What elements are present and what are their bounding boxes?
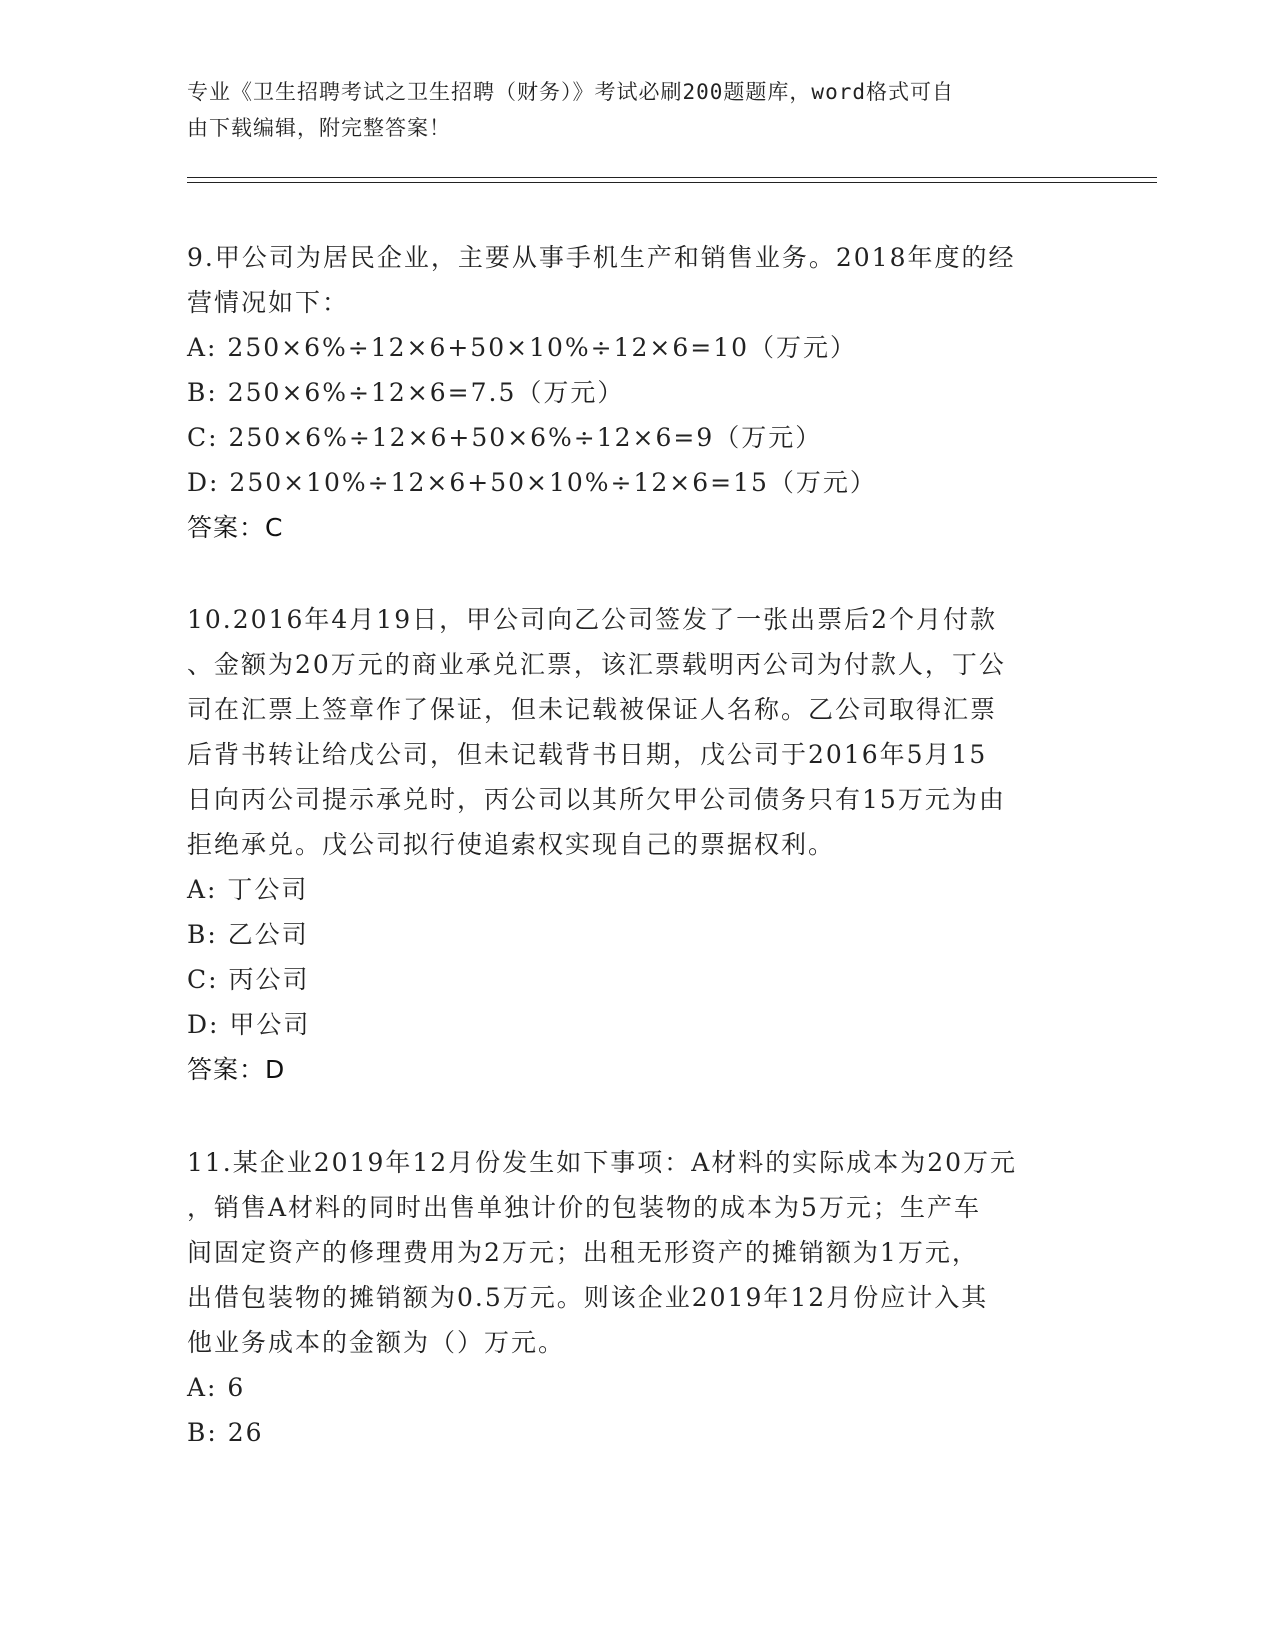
answer-text: 答案：C xyxy=(187,513,284,542)
question-stem-line: 10.2016年4月19日，甲公司向乙公司签发了一张出票后2个月付款 xyxy=(187,605,998,634)
question-stem-line: 后背书转让给戊公司，但未记载背书日期，戊公司于2016年5月15 xyxy=(187,740,988,769)
question-stem-line: 9.甲公司为居民企业，主要从事手机生产和销售业务。2018年度的经 xyxy=(187,243,1016,272)
question-stem-line: 11.某企业2019年12月份发生如下事项：A材料的实际成本为20万元 xyxy=(187,1148,1018,1177)
question-10 xyxy=(187,597,1087,1092)
option-a: A: 丁公司 xyxy=(187,875,309,904)
question-stem-line: 拒绝承兑。戊公司拟行使追索权实现自己的票据权利。 xyxy=(187,830,836,859)
header-divider-bottom xyxy=(187,182,1157,183)
document-header xyxy=(187,74,1067,146)
question-11 xyxy=(187,1140,1087,1455)
option-b: B: 250×6%÷12×6=7.5（万元） xyxy=(187,378,625,407)
option-c: C: 250×6%÷12×6+50×6%÷12×6=9（万元） xyxy=(187,423,823,452)
question-stem-line: 营情况如下： xyxy=(187,288,350,317)
header-divider-top xyxy=(187,177,1157,178)
header-line-1: 专业《卫生招聘考试之卫生招聘（财务）》考试必刷200题题库，word格式可自 xyxy=(187,80,954,104)
question-stem-line: 出借包装物的摊销额为0.5万元。则该企业2019年12月份应计入其 xyxy=(187,1283,989,1312)
question-stem-line: 司在汇票上签章作了保证，但未记载被保证人名称。乙公司取得汇票 xyxy=(187,695,998,724)
answer-text: 答案：D xyxy=(187,1055,286,1084)
option-d: D: 250×10%÷12×6+50×10%÷12×6=15（万元） xyxy=(187,468,877,497)
question-stem-line: 间固定资产的修理费用为2万元；出租无形资产的摊销额为1万元， xyxy=(187,1238,979,1267)
option-b: B: 26 xyxy=(187,1418,264,1447)
option-b: B: 乙公司 xyxy=(187,920,309,949)
question-stem-line: 日向丙公司提示承兑时，丙公司以其所欠甲公司债务只有15万元为由 xyxy=(187,785,1006,814)
question-stem-line: ，销售A材料的同时出售单独计价的包装物的成本为5万元；生产车 xyxy=(187,1193,981,1222)
option-c: C: 丙公司 xyxy=(187,965,310,994)
option-d: D: 甲公司 xyxy=(187,1010,311,1039)
question-9 xyxy=(187,235,1087,550)
question-stem-line: 、金额为20万元的商业承兑汇票，该汇票载明丙公司为付款人，丁公 xyxy=(187,650,1006,679)
header-line-2: 由下载编辑，附完整答案！ xyxy=(187,116,451,140)
option-a: A: 250×6%÷12×6+50×10%÷12×6=10（万元） xyxy=(187,333,858,362)
option-a: A: 6 xyxy=(187,1373,246,1402)
question-stem-line: 他业务成本的金额为（）万元。 xyxy=(187,1328,566,1357)
